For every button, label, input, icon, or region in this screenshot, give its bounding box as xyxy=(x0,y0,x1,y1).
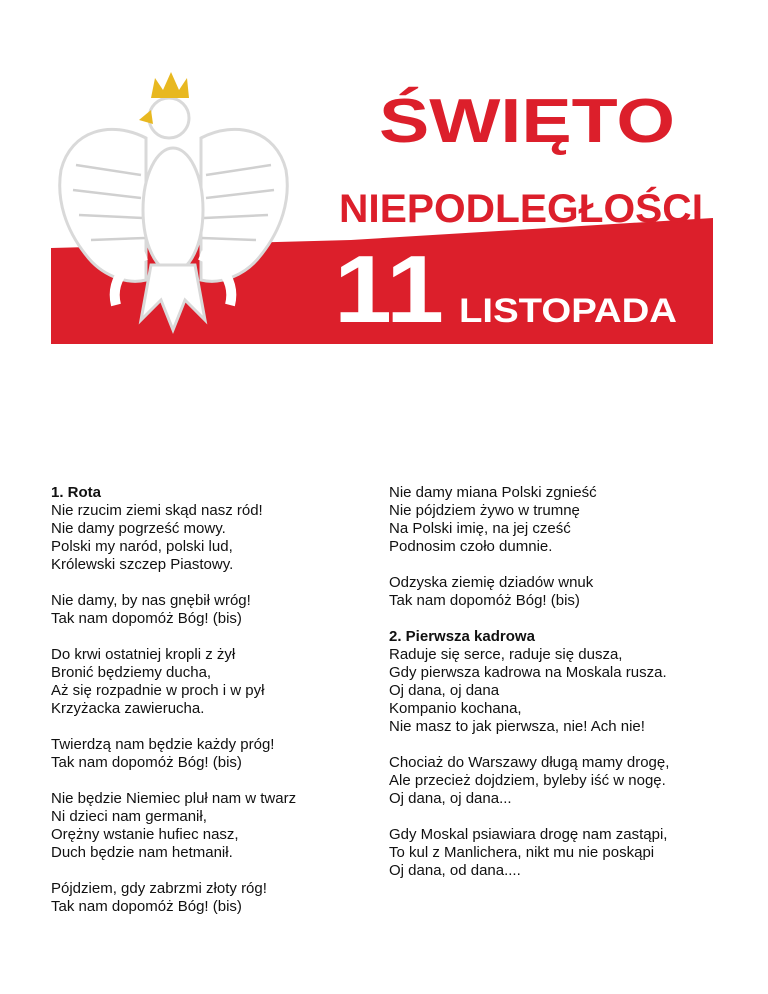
lyric-line: Odzyska ziemię dziadów wnuk xyxy=(389,574,594,591)
lyric-line: Tak nam dopomóż Bóg! (bis) xyxy=(51,898,242,915)
lyric-line: Oj dana, od dana.... xyxy=(389,862,521,879)
stanza xyxy=(389,826,729,880)
lyric-line: Królewski szczep Piastowy. xyxy=(51,556,234,573)
stanza xyxy=(51,646,361,718)
lyric-line: Podnosim czoło dumnie. xyxy=(389,538,553,555)
lyric-line: Nie pójdziem żywo w trumnę xyxy=(389,502,580,519)
lyric-line: Aż się rozpadnie w proch i w pył xyxy=(51,682,265,699)
lyric-line: Kompanio kochana, xyxy=(389,700,522,717)
banner-title-line1: ŚWIĘTO xyxy=(379,87,675,156)
lyric-line: Nie damy, by nas gnębił wróg! xyxy=(51,592,251,609)
lyric-line: Ni dzieci nam germanił, xyxy=(51,808,207,825)
stanza xyxy=(389,754,729,808)
stanza xyxy=(51,592,361,628)
banner-month: LISTOPADA xyxy=(459,292,677,330)
lyric-line: Nie damy pogrześć mowy. xyxy=(51,520,226,537)
lyric-line: Nie będzie Niemiec pluł nam w twarz xyxy=(51,790,297,807)
stanza xyxy=(51,880,361,916)
lyric-line: To kul z Manlichera, nikt mu nie poskąpi xyxy=(389,844,655,861)
lyric-line: Oj dana, oj dana xyxy=(389,682,500,699)
lyric-line: Duch będzie nam hetmanił. xyxy=(51,844,233,861)
lyric-line: Orężny wstanie hufiec nasz, xyxy=(51,826,239,843)
lyric-line: Gdy pierwsza kadrowa na Moskala rusza. xyxy=(389,664,667,681)
lyric-line: Oj dana, oj dana... xyxy=(389,790,512,807)
lyric-line: Na Polski imię, na jej cześć xyxy=(389,520,571,537)
lyric-line: Nie rzucim ziemi skąd nasz ród! xyxy=(51,502,263,519)
lyric-line: Ale przecież dojdziem, byleby iść w nogę. xyxy=(389,772,666,789)
lyric-line: Gdy Moskal psiawiara drogę nam zastąpi, xyxy=(389,826,668,843)
banner-title-line2: NIEPODLEGŁOŚCI xyxy=(339,187,697,231)
lyric-line: Tak nam dopomóż Bóg! (bis) xyxy=(51,754,242,771)
lyric-line: Tak nam dopomóż Bóg! (bis) xyxy=(389,592,580,609)
lyric-line: Krzyżacka zawierucha. xyxy=(51,700,205,717)
lyric-line: Nie damy miana Polski zgnieść xyxy=(389,484,597,501)
lyric-line: Tak nam dopomóż Bóg! (bis) xyxy=(51,610,242,627)
lyric-line: Bronić będziemy ducha, xyxy=(51,664,212,681)
stanza xyxy=(51,790,361,862)
lyric-line: Twierdzą nam będzie każdy próg! xyxy=(51,736,275,753)
stanza xyxy=(389,484,729,556)
song-title-kadrowa: 2. Pierwsza kadrowa xyxy=(389,628,535,645)
holiday-banner xyxy=(51,50,713,344)
lyric-line: Polski my naród, polski lud, xyxy=(51,538,233,555)
lyric-line: Pójdziem, gdy zabrzmi złoty róg! xyxy=(51,880,267,897)
stanza xyxy=(51,502,361,574)
lyric-line: Nie masz to jak pierwsza, nie! Ach nie! xyxy=(389,718,645,735)
lyric-line: Do krwi ostatniej kropli z żył xyxy=(51,646,236,663)
stanza xyxy=(389,574,729,610)
song-title-rota: 1. Rota xyxy=(51,484,102,501)
stanza xyxy=(51,736,361,772)
banner-day: 11 xyxy=(334,236,444,343)
lyric-line: Chociaż do Warszawy długą mamy drogę, xyxy=(389,754,670,771)
left-column xyxy=(51,484,361,934)
stanza xyxy=(389,646,729,736)
right-column xyxy=(389,484,729,898)
banner-graphic xyxy=(51,50,713,344)
lyric-line: Raduje się serce, raduje się dusza, xyxy=(389,646,623,663)
